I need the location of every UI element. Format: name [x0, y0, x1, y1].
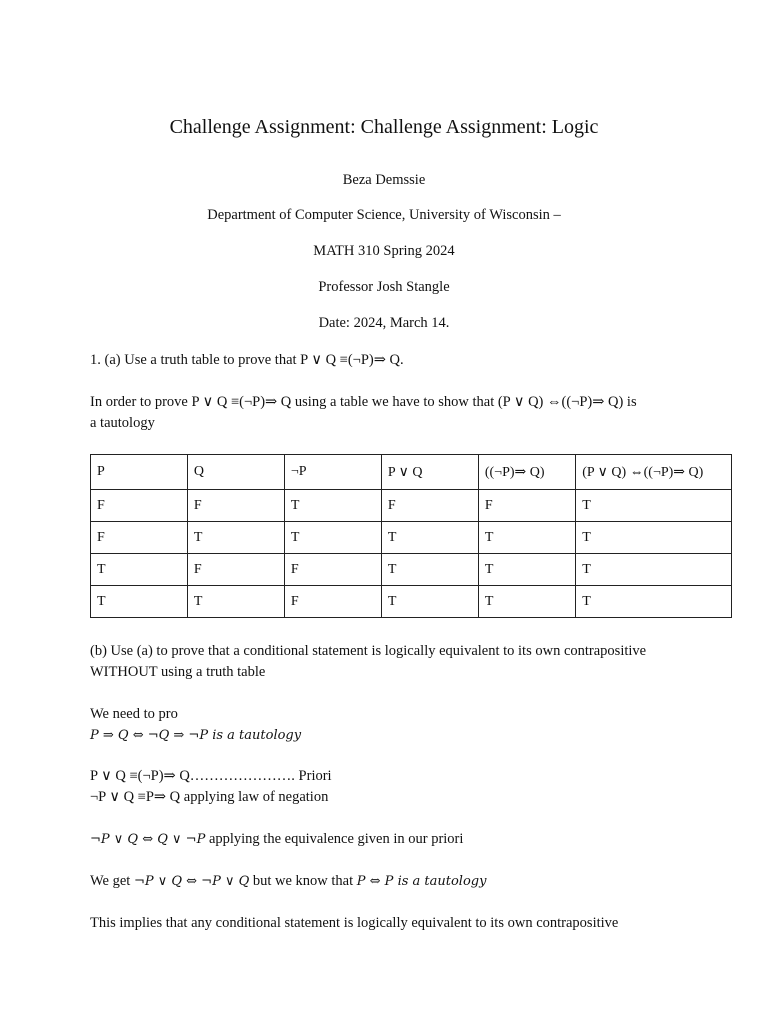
- author-name: Beza Demssie: [342, 172, 426, 188]
- table-cell: T: [478, 554, 575, 586]
- table-cell: T: [576, 586, 732, 618]
- q1a-intro-line2: a tautology: [90, 415, 155, 431]
- table-row: [91, 586, 732, 618]
- table-row: [91, 522, 732, 554]
- table-cell: T: [478, 586, 575, 618]
- table-cell: T: [284, 490, 381, 522]
- proof-step-3: [90, 829, 690, 850]
- proof-step-2: ¬P ∨ Q ≡P⇒ Q applying law of negation: [90, 789, 329, 805]
- table-cell: T: [91, 586, 188, 618]
- table-cell: T: [187, 586, 284, 618]
- table-cell: F: [91, 490, 188, 522]
- q1b-line2: WITHOUT using a truth table: [90, 664, 266, 680]
- table-cell: F: [381, 490, 478, 522]
- table-cell: T: [381, 522, 478, 554]
- proof-step-1: P ∨ Q ≡(¬P)⇒ Q…………………. Priori: [90, 768, 332, 784]
- table-cell: F: [91, 522, 188, 554]
- table-cell: T: [478, 522, 575, 554]
- table-cell: T: [576, 490, 732, 522]
- step4-text-2: but we know that: [249, 873, 357, 889]
- question-1a: 1. (a) Use a truth table to prove that P ∨ Q ≡(¬P)⇒ Q.: [90, 352, 404, 368]
- q1a-intro: [90, 392, 710, 434]
- table-cell: F: [284, 586, 381, 618]
- q1a-intro-line1: In order to prove P ∨ Q ≡(¬P)⇒ Q using a table we have to show that (P ∨ Q) ⇔((¬P)⇒ Q) is: [90, 394, 637, 410]
- table-cell: F: [478, 490, 575, 522]
- truth-table: [90, 454, 732, 618]
- table-header-cell: P: [91, 455, 188, 490]
- table-cell: T: [381, 586, 478, 618]
- table-cell: F: [187, 554, 284, 586]
- goal-statement: P ⇒ Q ⇔ ¬Q ⇒ ¬P is a tautology: [90, 728, 302, 743]
- professor-line: Professor Josh Stangle: [318, 279, 450, 295]
- proof-goal: [90, 704, 690, 746]
- table-header-cell: ((¬P)⇒ Q): [478, 455, 575, 490]
- table-cell: F: [187, 490, 284, 522]
- department-line: Department of Computer Science, University of Wisconsin –: [207, 207, 561, 223]
- step4-formula-1: ¬P ∨ Q ⇔ ¬P ∨ Q: [133, 874, 250, 889]
- step3-formula: ¬P ∨ Q ⇔ Q ∨ ¬P: [90, 832, 206, 847]
- need-to-pro-text: We need to pro: [90, 706, 178, 722]
- date-line: Date: 2024, March 14.: [318, 315, 450, 331]
- table-header-cell: Q: [187, 455, 284, 490]
- table-header-cell: P ∨ Q: [381, 455, 478, 490]
- table-row: [91, 490, 732, 522]
- proof-step-4: [90, 871, 690, 892]
- step4-formula-2: P ⇔ P is a tautology: [356, 874, 487, 889]
- table-cell: T: [576, 522, 732, 554]
- table-cell: T: [284, 522, 381, 554]
- table-cell: T: [576, 554, 732, 586]
- table-cell: T: [187, 522, 284, 554]
- proof-steps: [90, 766, 690, 808]
- step4-text-1: We get: [90, 873, 134, 889]
- table-cell: F: [284, 554, 381, 586]
- table-header-cell: ¬P: [284, 455, 381, 490]
- table-header-row: [91, 455, 732, 490]
- step3-text: applying the equivalence given in our priori: [205, 831, 464, 847]
- table-cell: T: [381, 554, 478, 586]
- table-cell: T: [91, 554, 188, 586]
- document-title: Challenge Assignment: Challenge Assignment: Logic: [169, 116, 599, 138]
- table-row: [91, 554, 732, 586]
- table-header-cell: (P ∨ Q) ⇔((¬P)⇒ Q): [576, 455, 732, 490]
- question-1b: [90, 641, 710, 683]
- course-line: MATH 310 Spring 2024: [313, 243, 455, 259]
- conclusion: This implies that any conditional statement is logically equivalent to its own contrapositive: [90, 915, 619, 931]
- q1b-line1: (b) Use (a) to prove that a conditional statement is logically equivalent to its own contrapositive: [90, 643, 647, 659]
